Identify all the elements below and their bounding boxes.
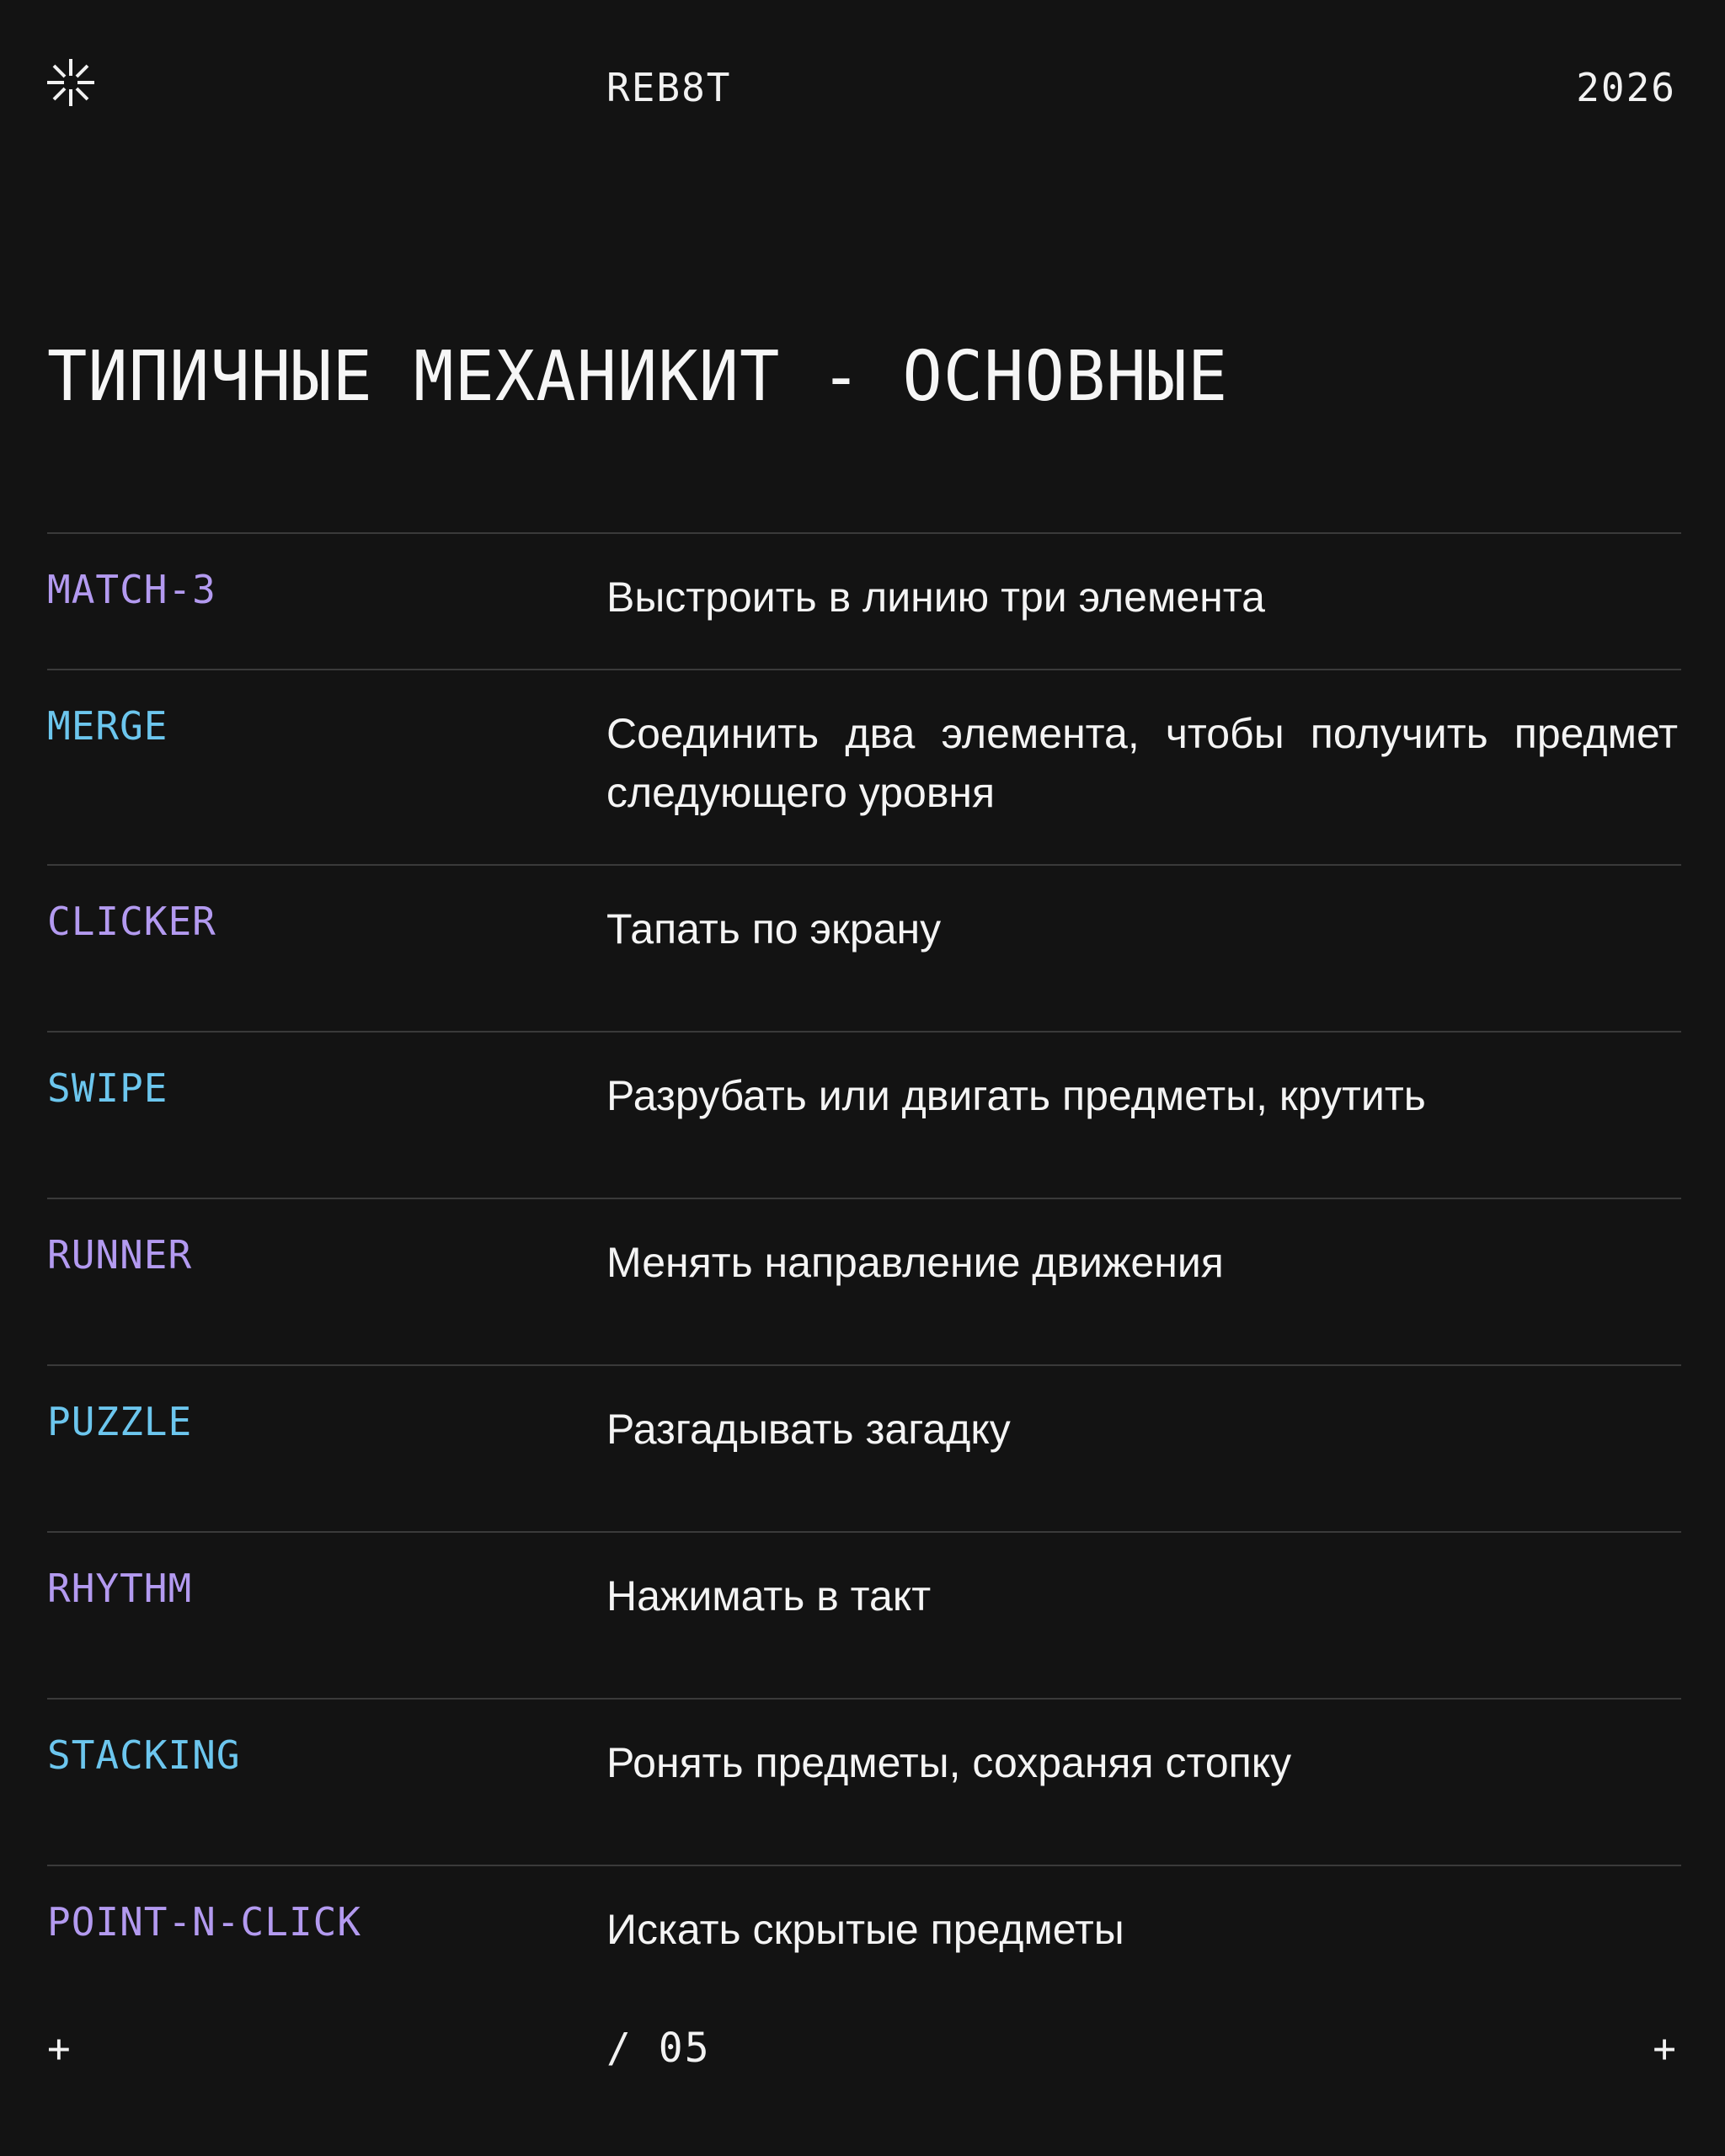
mechanic-name: RUNNER	[47, 1232, 193, 1278]
mechanic-description: Искать скрытые предметы	[606, 1906, 1124, 1953]
mechanic-name: STACKING	[47, 1732, 241, 1778]
mechanic-name: SWIPE	[47, 1065, 168, 1111]
mechanic-name: POINT-N-CLICK	[47, 1899, 362, 1945]
mechanic-description: Ронять предметы, сохраняя стопку	[606, 1739, 1292, 1786]
mechanic-name: MATCH-3	[47, 567, 216, 612]
page-title: ТИПИЧНЫЕ МЕХАНИКИТ - ОСНОВНЫЕ	[47, 337, 1229, 417]
mechanic-description: Нажимать в такт	[606, 1572, 932, 1620]
mechanic-row-stacking	[47, 1698, 1681, 1865]
mechanic-row-clicker	[47, 864, 1681, 1031]
brand-name: REB8T	[606, 65, 732, 110]
mechanic-name: MERGE	[47, 703, 168, 749]
mechanics-list	[47, 532, 1681, 1991]
mechanic-row-swipe	[47, 1031, 1681, 1198]
mechanic-row-point-n-click	[47, 1865, 1681, 1991]
mechanic-row-merge	[47, 669, 1681, 864]
mechanic-row-match-3	[47, 532, 1681, 669]
mechanic-row-rhythm	[47, 1531, 1681, 1698]
mechanic-description: Разрубать или двигать предметы, крутить	[606, 1072, 1426, 1119]
mechanic-description: Менять направление движения	[606, 1239, 1224, 1286]
year-label: 2026	[1576, 65, 1676, 110]
mechanic-row-puzzle	[47, 1364, 1681, 1531]
mechanic-description: Выстроить в линию три элемента	[606, 574, 1265, 621]
footer-plus-right-icon: +	[1653, 2025, 1676, 2071]
mechanic-name: RHYTHM	[47, 1566, 193, 1611]
mechanic-description: Тапать по экрану	[606, 905, 942, 953]
mechanic-name: PUZZLE	[47, 1399, 193, 1444]
footer-plus-left-icon: +	[47, 2025, 71, 2071]
mechanic-description: Разгадывать загадку	[606, 1406, 1011, 1453]
page-number: / 05	[606, 2025, 711, 2072]
mechanic-row-runner	[47, 1198, 1681, 1364]
mechanic-name: CLICKER	[47, 899, 216, 944]
sparkle-burst-icon	[45, 57, 96, 108]
mechanic-description: Соединить два элемента, чтобы получить предмет следующего уровня	[606, 710, 1678, 816]
